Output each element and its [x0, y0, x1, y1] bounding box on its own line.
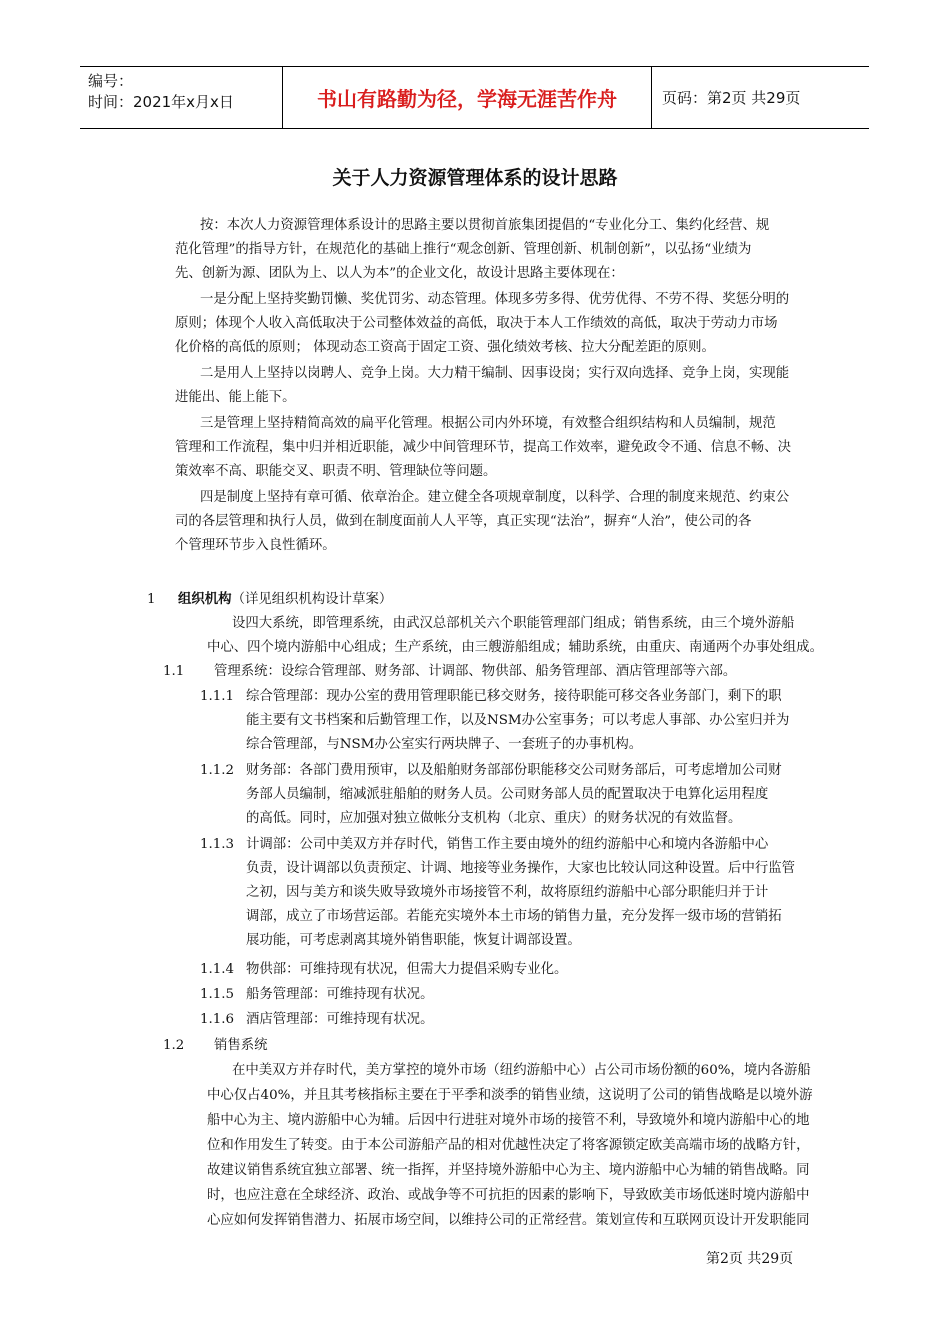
- item-number: 1.1.5: [200, 987, 235, 1002]
- item-line: 的高低。同时，应加强对独立做帐分支机构（北京、重庆）的财务状况的有效监督。: [246, 811, 742, 826]
- item-line: 能主要有文书档案和后勤管理工作，以及NSM办公室事务；可以考虑人事部、办公室归并为: [246, 713, 790, 728]
- intro-line: 四是制度上坚持有章可循、依章治企。建立健全各项规章制度，以科学、合理的制度来规范、约束公: [200, 490, 790, 505]
- item-line: 之初，因与美方和谈失败导致境外市场接管不利，故将原纽约游船中心部分职能归并于计: [246, 885, 769, 900]
- item-line: 负责，设计调部以负责预定、计调、地接等业务操作，大家也比较认同这种设置。后中行监管: [246, 861, 796, 876]
- item-line: 物供部：可维持现有状况，但需大力提倡采购专业化。: [246, 962, 568, 977]
- section-heading: [178, 590, 392, 610]
- section-title: 组织机构: [178, 592, 232, 607]
- section-line: 设四大系统，即管理系统，由武汉总部机关六个职能管理部门组成；销售系统，由三个境外游船: [232, 616, 795, 631]
- item-line: 计调部：公司中美双方并存时代，销售工作主要由境外的纽约游船中心和境内各游船中心: [246, 837, 769, 852]
- item-number: 1.1.4: [200, 962, 235, 977]
- intro-line: 按：本次人力资源管理体系设计的思路主要以贯彻首旅集团提倡的“专业化分工、集约化经营、规: [200, 218, 770, 233]
- intro-line: 三是管理上坚持精简高效的扁平化管理。根据公司内外环境，有效整合组织结构和人员编制，规范: [200, 416, 776, 431]
- section-line: 故建议销售系统宜独立部署、统一指挥，并坚持境外游船中心为主、境内游船中心为辅的销售战略。同: [207, 1163, 810, 1178]
- intro-line: 原则；体现个人收入高低取决于公司整体效益的高低，取决于本人工作绩效的高低，取决于劳动力市场: [175, 316, 778, 331]
- intro-line: 范化管理”的指导方针，在规范化的基础上推行“观念创新、管理创新、机制创新”，以弘扬“业绩为: [175, 242, 752, 257]
- item-line: 酒店管理部：可维持现有状况。: [246, 1012, 434, 1027]
- item-line: 财务部：各部门费用预审，以及船舶财务部部份职能移交公司财务部后，可考虑增加公司财: [246, 763, 782, 778]
- page-title: 关于人力资源管理体系的设计思路: [332, 167, 618, 189]
- intro-line: 化价格的高低的原则； 体现动态工资高于固定工资、强化绩效考核、拉大分配差距的原则。: [175, 340, 715, 355]
- section-line: 心应如何发挥销售潜力、拓展市场空间，以维持公司的正常经营。策划宣传和互联网页设计开发职能同: [207, 1213, 810, 1228]
- item-line: 调部，成立了市场营运部。若能充实境外本土市场的销售力量，充分发挥一级市场的营销拓: [246, 909, 782, 924]
- header-motto: 书山有路勤为径，学海无涯苦作舟: [282, 67, 652, 128]
- section-line: 时，也应注意在全球经济、政治、或战争等不可抗拒的因素的影响下，导致欧美市场低迷时境内游船中: [207, 1188, 810, 1203]
- item-number: 1.1.2: [200, 763, 235, 778]
- intro-line: 管理和工作流程，集中归并相近职能，减少中间管理环节，提高工作效率，避免政令不通、信息不畅、决: [175, 440, 791, 455]
- section-line: 中心、四个境内游船中心组成；生产系统，由三艘游船组成；辅助系统，由重庆、南通两个办事处组成。: [207, 640, 823, 655]
- section-number: 1: [147, 592, 156, 607]
- subsection-text: 管理系统：设综合管理部、财务部、计调部、物供部、船务管理部、酒店管理部等六部。: [214, 664, 737, 679]
- subsection-number: 1.1: [163, 664, 185, 679]
- header-number: 编号：: [88, 72, 134, 90]
- intro-line: 进能出、能上能下。: [175, 390, 296, 405]
- item-line: 综合管理部：现办公室的费用管理职能已移交财务，接待职能可移交各业务部门，剩下的职: [246, 689, 782, 704]
- item-line: 综合管理部，与NSM办公室实行两块牌子、一套班子的办事机构。: [246, 737, 643, 752]
- intro-line: 个管理环节步入良性循环。: [175, 538, 336, 553]
- header-time: 时间：2021年x月x日: [88, 93, 234, 111]
- section-line: 位和作用发生了转变。由于本公司游船产品的相对优越性决定了将客源锁定欧美高端市场的战略方针，: [207, 1138, 810, 1153]
- item-number: 1.1.1: [200, 689, 235, 704]
- subsection-title: 销售系统: [214, 1038, 268, 1053]
- section-line: 船中心为主、境内游船中心为辅。后因中行进驻对境外市场的接管不利，导致境外和境内游船中心的地: [207, 1113, 810, 1128]
- intro-line: 司的各层管理和执行人员，做到在制度面前人人平等，真正实现“法治”，摒弃“人治”，使公司的各: [175, 514, 752, 529]
- item-number: 1.1.3: [200, 837, 235, 852]
- header-page-code: 页码：第2页 共29页: [662, 89, 801, 107]
- item-number: 1.1.6: [200, 1012, 235, 1027]
- item-line: 展功能，可考虑剥离其境外销售职能，恢复计调部设置。: [246, 933, 581, 948]
- item-line: 务部人员编制，缩减派驻船舶的财务人员。公司财务部人员的配置取决于电算化运用程度: [246, 787, 769, 802]
- page-footer: 第2页 共29页: [706, 1251, 794, 1267]
- intro-line: 二是用人上坚持以岗聘人、竞争上岗。大力精干编制、因事设岗；实行双向选择、竞争上岗，实现能: [200, 366, 790, 381]
- section-line: 在中美双方并存时代，美方掌控的境外市场（纽约游船中心）占公司市场份额的60%，境内各游船: [232, 1063, 811, 1078]
- page-header: [80, 66, 869, 129]
- section-line: 中心仅占40%，并且其考核指标主要在于平季和淡季的销售业绩，这说明了公司的销售战略是以境外游: [207, 1088, 813, 1103]
- intro-line: 一是分配上坚持奖勤罚懒、奖优罚劣、动态管理。体现多劳多得、优劳优得、不劳不得、奖惩分明的: [200, 292, 790, 307]
- section-note: （详见组织机构设计草案）: [231, 592, 393, 607]
- intro-line: 策效率不高、职能交叉、职责不明、管理缺位等问题。: [175, 464, 497, 479]
- intro-line: 先、创新为源、团队为上、以人为本”的企业文化，故设计思路主要体现在：: [175, 266, 624, 281]
- header-meta: [80, 67, 282, 128]
- item-line: 船务管理部：可维持现有状况。: [246, 987, 434, 1002]
- subsection-number: 1.2: [163, 1038, 185, 1053]
